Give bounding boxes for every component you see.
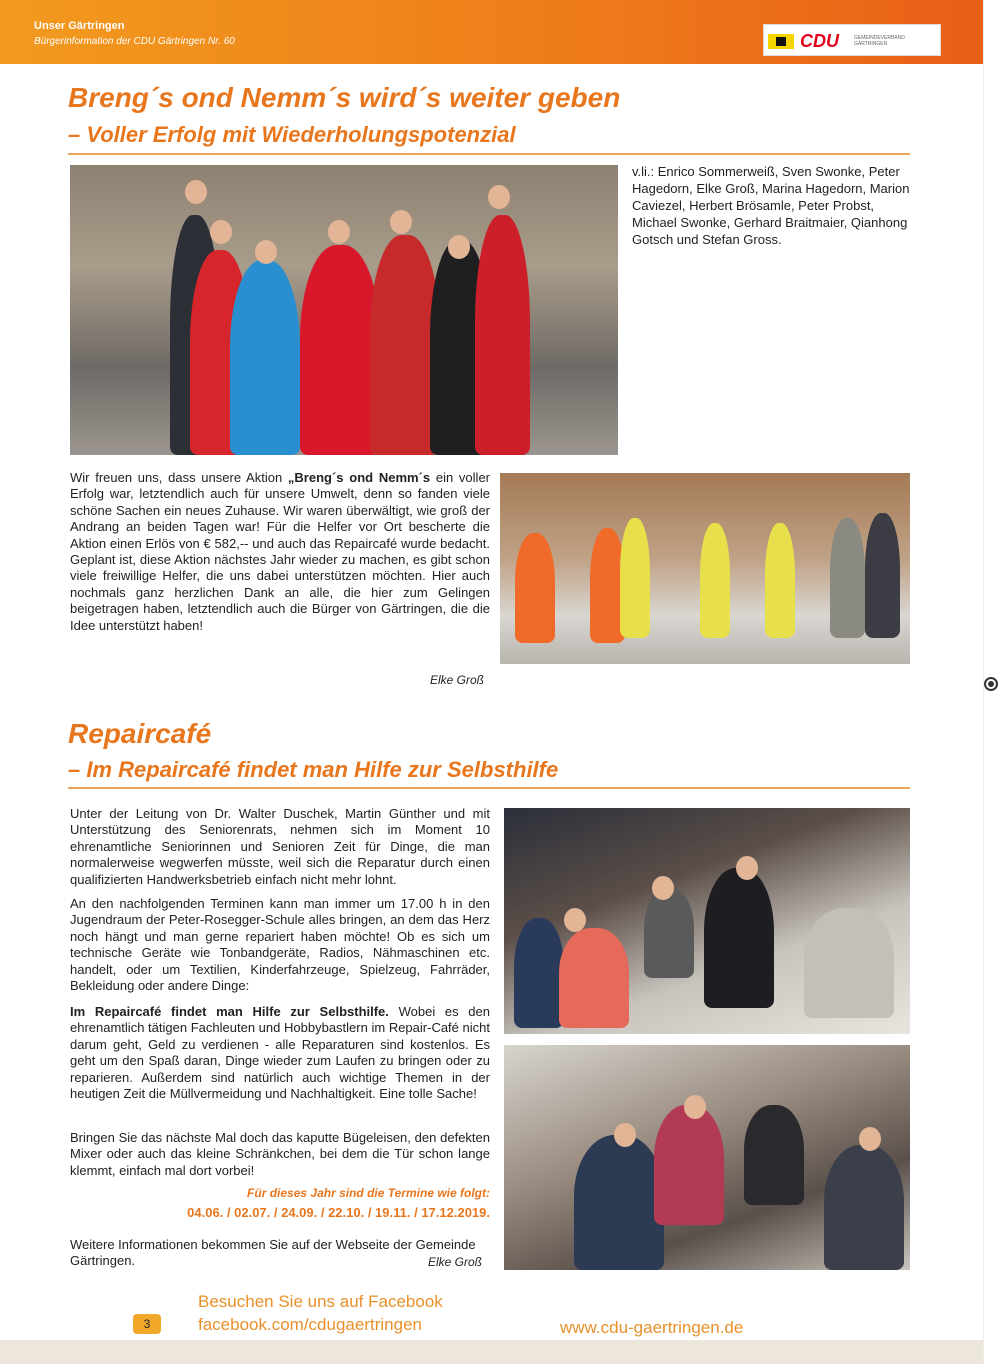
logo-text: CDU — [800, 31, 839, 51]
article1-body: Wir freuen uns, dass unsere Aktion „Breng´s ond Nemm´s ein voller Erfolg war, letztendlich auch für unsere Umwelt, denn so fanden viele schöne Sachen ein neues Zuhause. Wir waren überwältigt, wie groß der Andrang an beiden Tagen war! Für die Helfer vor Ort bescherte die Aktion einen Erlös von € 582,-- und auch das Repaircafé wurde bedacht. Geplant ist, diese Aktion nächstes Jahr wieder zu machen, es gibt schon viele freiwillige Helfer, die uns dabei unterstützen möchten. Hier auch nochmals ganz herzlichen Dank an alle, die hier zum Gelingen beigetragen haben, letztendlich auch die Bürger von Gärtringen, die die Idee unterstützt haben! — [70, 470, 490, 633]
facebook-link[interactable]: facebook.com/cdugaertringen — [198, 1315, 422, 1334]
photo-caption: v.li.: Enrico Sommerweiß, Sven Swonke, Peter Hagedorn, Elke Groß, Marina Hagedorn, Marion Caviezel, Herbert Brösamle, Peter Probst, Michael Swonke, Gerhard Braitmaier, Qianhong Gotsch und Stefan Gross. — [632, 164, 910, 247]
website-link[interactable]: www.cdu-gaertringen.de — [560, 1318, 744, 1337]
dates-intro: Für dieses Jahr sind die Termine wie folgt: — [247, 1186, 490, 1200]
page-header — [0, 0, 983, 64]
publication-subtitle: Bürgerinformation der CDU Gärtringen Nr. 60 — [34, 36, 235, 47]
facebook-invite: Besuchen Sie uns auf Facebook — [198, 1292, 443, 1311]
article2-title: Repaircafé — [68, 718, 212, 749]
article2-para2: An den nachfolgenden Terminen kann man immer um 17.00 h in den Jugendraum der Peter-Rosegger-Schule alles bringen, an dem das Herz noch hängt und man gerne repariert haben möchte! Ob es sich um technische Geräte wie Tonbandgeräte, Radios, Nähmaschinen etc. handelt, oder um Textilien, Kinderfahrzeuge, Spielzeug, Fahrräder, Bekleidung oder andere Dinge: — [70, 896, 490, 994]
article2-para4: Bringen Sie das nächste Mal doch das kaputte Bügeleisen, den defekten Mixer oder auch das kleine Schränkchen, bei dem die Tür schon lange klemmt, einfach mal dort vorbei! — [70, 1130, 490, 1178]
cdu-flag-icon — [768, 34, 794, 49]
cdu-logo — [763, 24, 941, 56]
article1-subtitle: – Voller Erfolg mit Wiederholungspotenzial — [68, 122, 516, 147]
page-footer-band — [0, 1340, 983, 1364]
section-rule — [68, 153, 910, 155]
article2-author: Elke Groß — [428, 1255, 483, 1269]
publication-title: Unser Gärtringen — [34, 20, 125, 32]
page-number: 3 — [133, 1314, 161, 1334]
registration-mark-icon — [984, 677, 998, 691]
helpers-photo — [500, 473, 910, 664]
article1-author: Elke Groß — [430, 673, 485, 687]
repaircafe-photo-2 — [504, 1045, 910, 1270]
repaircafe-photo-1 — [504, 808, 910, 1034]
article1-title: Breng´s ond Nemm´s wird´s weiter geben — [68, 82, 621, 113]
dates-list: 04.06. / 02.07. / 24.09. / 22.10. / 19.11. / 17.12.2019. — [187, 1205, 490, 1220]
article2-para3: Im Repaircafé findet man Hilfe zur Selbsthilfe. Wobei es den ehrenamtlich tätigen Fachleuten und Hobbybastlern im Repair-Café nicht darum geht, Geld zu verdienen - alle Reparaturen sind kostenlos. Es geht um den Spaß daran, Dinge wieder zum Laufen zu bringen oder zu reparieren. Außerdem sind natürlich auch wichtige Themen in der heutigen Zeit die Müllvermeidung und Nachhaltigkeit. Eine tolle Sache! — [70, 1004, 490, 1102]
article2-para5: Weitere Informationen bekommen Sie auf der Webseite der Gemeinde Gärtringen. — [70, 1237, 476, 1269]
group-photo — [70, 165, 618, 455]
article2-subtitle: – Im Repaircafé findet man Hilfe zur Selbsthilfe — [68, 757, 559, 782]
logo-small-text: GEMEINDEVERBAND GÄRTRINGEN — [854, 35, 905, 47]
section-rule — [68, 787, 910, 789]
article2-para1: Unter der Leitung von Dr. Walter Duschek, Martin Günther und mit Unterstützung des Seniorenrats, nehmen sich im Moment 10 ehrenamtliche Seniorinnen und Senioren Zeit für Dinge, die man normalerweise wegwerfen müsste, weil sich die Reparatur durch einen qualifizierten Handwerksbetrieb einfach nicht mehr lohnt. — [70, 806, 490, 887]
